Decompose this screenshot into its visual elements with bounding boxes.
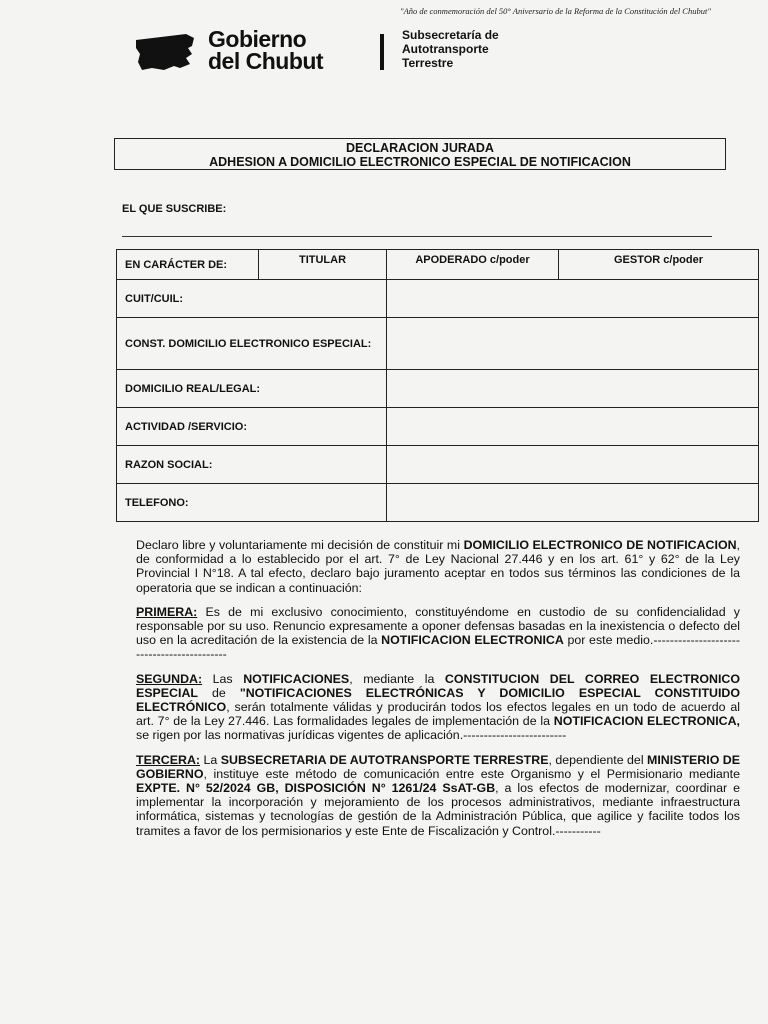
segunda-text-2: , mediante la (349, 671, 445, 686)
title-line-2: ADHESION A DOMICILIO ELECTRONICO ESPECIAL DE NOTIFICACION (209, 155, 631, 169)
government-logo-text (208, 28, 323, 72)
office-name (402, 28, 499, 70)
office-line-2: Autotransporte (402, 42, 489, 56)
intro-bold-1: DOMICILIO ELECTRONICO DE NOTIFICACION (463, 538, 737, 552)
segunda-label: SEGUNDA: (136, 671, 203, 686)
logo-line-1: Gobierno (208, 26, 307, 52)
character-label: EN CARÁCTER DE: (117, 250, 259, 280)
clause-primera (136, 605, 740, 662)
table-row (117, 318, 759, 370)
primera-text-1: Es de mi exclusivo conocimiento, constituyéndome en custodio de su confidencialidad y responsable por su uso. Renuncio expresamente a oponer defensas basadas en la inexistencia o defecto del uso en la acreditación de la existencia de la (136, 604, 740, 648)
option-apoderado[interactable]: APODERADO c/poder (387, 250, 559, 280)
option-gestor[interactable]: GESTOR c/poder (559, 250, 759, 280)
intro-paragraph (136, 538, 740, 595)
title-line-1: DECLARACION JURADA (346, 141, 494, 155)
field-label-real-domicile: DOMICILIO REAL/LEGAL: (117, 370, 387, 408)
table-row (117, 408, 759, 446)
segunda-bold-1: NOTIFICACIONES (243, 671, 350, 686)
office-line-1: Subsecretaría de (402, 28, 499, 42)
table-row (117, 446, 759, 484)
field-label-electronic-domicile: CONST. DOMICILIO ELECTRONICO ESPECIAL: (117, 318, 387, 370)
character-row (117, 250, 759, 280)
subscriber-input-line[interactable] (122, 236, 712, 237)
field-label-phone: TELEFONO: (117, 484, 387, 522)
subscriber-label: EL QUE SUSCRIBE: (122, 203, 227, 215)
declarant-form-table (116, 249, 759, 522)
primera-bold-1: NOTIFICACION ELECTRONICA (381, 633, 564, 648)
tercera-label: TERCERA: (136, 752, 201, 767)
primera-label: PRIMERA: (136, 604, 198, 619)
segunda-text-5: se rigen por las normativas jurídicas vigentes de aplicación.------------------------- (136, 728, 567, 743)
segunda-text-4: , serán totalmente válidas y producirán todos los efectos legales en un todo de acuerdo al art. 7° de la Ley 27.446. Las formalidades legales de implementación de la (136, 700, 740, 729)
header-divider (380, 34, 384, 70)
header-motto: "Año de conmemoración del 50° Aniversario de la Reforma de la Constitución del Chubut" (400, 6, 711, 16)
clause-tercera (136, 753, 740, 838)
field-value-cuit[interactable] (387, 280, 759, 318)
field-value-activity[interactable] (387, 408, 759, 446)
table-row (117, 370, 759, 408)
office-line-3: Terrestre (402, 56, 454, 70)
tercera-bold-1: SUBSECRETARIA DE AUTOTRANSPORTE TERRESTRE (220, 752, 549, 767)
field-value-business-name[interactable] (387, 446, 759, 484)
field-value-phone[interactable] (387, 484, 759, 522)
intro-text-2: , de conformidad a lo establecido por el art. 7° de Ley Nacional 27.446 y en los art. 61° y 62° de la Ley Provincial I N°18. A tal efecto, declaro bajo juramento aceptar en todos sus términos las condiciones de la operatoria que se indican a continuación: (136, 538, 740, 595)
document-title-box (114, 138, 726, 170)
clause-segunda (136, 672, 740, 743)
segunda-bold-4: NOTIFICACION ELECTRONICA, (553, 714, 740, 729)
tercera-text-1: La (200, 752, 221, 767)
table-row (117, 484, 759, 522)
chubut-province-map-icon (134, 30, 196, 72)
intro-text-1: Declaro libre y voluntariamente mi decisión de constituir mi (136, 538, 464, 552)
tercera-text-4: , a los efectos de modernizar, coordinar e implementar la incorporación y mejoramiento de los procesos administrativos, mediante infraestructura informática, sistemas y tecnologías de gestión de la Administración Pública, que agilice y facilite todos los tramites a favor de los permisionarios y este Ente de Fiscalización y Control.----------- (136, 781, 740, 838)
segunda-bold-2: CONSTITUCION DEL CORREO ELECTRONICO ESPECIAL (136, 671, 740, 700)
logo-line-2: del Chubut (208, 48, 324, 74)
field-label-activity: ACTIVIDAD /SERVICIO: (117, 408, 387, 446)
table-row (117, 280, 759, 318)
field-value-electronic-domicile[interactable] (387, 318, 759, 370)
tercera-bold-2: MINISTERIO DE GOBIERNO (136, 752, 740, 781)
tercera-text-3: , instituye este método de comunicación entre este Organismo y el Permisionario mediante (203, 766, 740, 781)
option-titular[interactable]: TITULAR (259, 250, 387, 280)
field-label-business-name: RAZON SOCIAL: (117, 446, 387, 484)
field-label-cuit: CUIT/CUIL: (117, 280, 387, 318)
declaration-body (136, 538, 740, 848)
segunda-text-1: Las (202, 671, 244, 686)
segunda-text-3: de (197, 685, 240, 700)
primera-text-2: por este medio.------------------------------------------- (136, 633, 740, 662)
segunda-bold-3: "NOTIFICACIONES ELECTRÓNICAS Y DOMICILIO ESPECIAL CONSTITUIDO ELECTRÓNICO (136, 685, 740, 715)
tercera-bold-3: EXPTE. N° 52/2024 GB, DISPOSICIÓN N° 1261/24 SsAT-GB (136, 781, 496, 796)
field-value-real-domicile[interactable] (387, 370, 759, 408)
tercera-text-2: , dependiente del (548, 752, 648, 767)
